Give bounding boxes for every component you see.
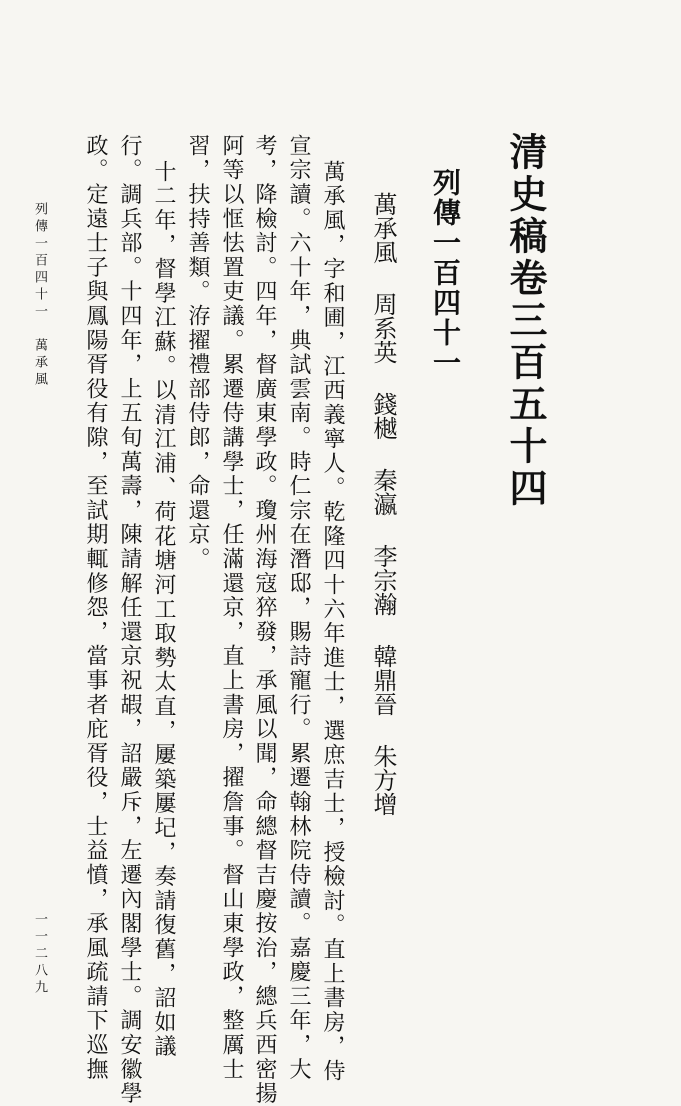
volume-title: 清史稿卷三百五十四 [503, 132, 548, 510]
body-column: 十二年，督學江蘇。以清江浦、荷花塘河工取勢太直，屢築屢圮，奏請復舊，詔如議 [151, 160, 176, 1060]
name-item: 朱方增 [369, 744, 397, 816]
name-item: 錢樾 [369, 392, 397, 440]
body-column: 考，降檢討。四年，督廣東學政。瓊州海寇猝發，承風以聞，命總督吉慶按治，總兵西密揚 [252, 134, 277, 1106]
chapter-subtitle: 列傳一百四十一 [429, 168, 462, 378]
name-item: 李宗瀚 [369, 544, 397, 616]
body-column: 政。定遠士子與鳳陽胥役有隙，至試期輒修怨，當事者庇胥役，士益憤，承風疏請下巡撫 [83, 134, 108, 1082]
body-column: 宣宗讀。六十年，典試雲南。時仁宗在潛邸，賜詩寵行。累遷翰林院侍讀。嘉慶三年，大 [286, 134, 311, 1082]
body-column: 行。調兵部。十四年，上五旬萬壽，陳請解任還京祝嘏，詔嚴斥，左遷內閣學士。調安徽學 [117, 134, 142, 1106]
name-item: 萬承風 [369, 192, 397, 264]
page-number: 一一二八九 [32, 912, 47, 997]
name-item: 韓鼎晉 [369, 644, 397, 716]
running-footer: 列傳一百四十一 萬承風 [32, 202, 47, 389]
name-item: 秦瀛 [369, 468, 397, 516]
body-column: 阿等以恇怯置吏議。累遷侍講學士，任滿還京，直上書房，擢詹事。督山東學政，整厲士 [219, 134, 244, 1082]
biography-names-column [371, 192, 395, 816]
body-column: 萬承風，字和圃，江西義寧人。乾隆四十六年進士，選庶吉士，授檢討。直上書房，侍 [320, 160, 345, 1084]
name-item: 周系英 [369, 292, 397, 364]
body-column: 習，扶持善類。洊擢禮部侍郎，命還京。 [185, 134, 210, 572]
